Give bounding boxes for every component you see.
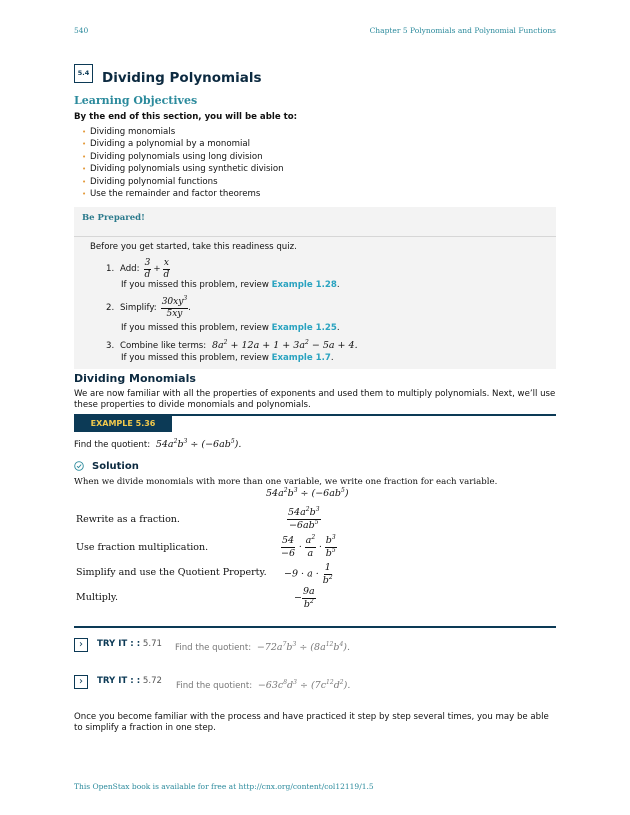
quiz-item-label: Combine like terms: <box>120 341 207 351</box>
math-expression: $\frac{30xy^3}{5xy}$ <box>161 294 188 319</box>
be-prepared-divider <box>74 236 556 237</box>
math-expression: $8a^2 + 12a + 1 + 3a^2 - 5a + 4$. <box>208 338 358 351</box>
section-number: 5.4 <box>77 69 90 77</box>
be-prepared-intro: Before you get started, take this readiness quiz. <box>90 242 297 252</box>
chevron-right-icon[interactable]: › <box>74 638 88 652</box>
try-it-label: TRY IT : : <box>97 676 141 686</box>
quiz-item-label: Simplify: <box>120 303 157 313</box>
page-number: 540 <box>74 26 89 35</box>
learning-objectives-heading: Learning Objectives <box>74 94 198 107</box>
step-label-2: Use fraction multiplication. <box>76 542 209 553</box>
try-it-prompt: Find the quotient: <box>175 643 252 653</box>
quiz-review-3: If you missed this problem, review Example 1.7. <box>121 353 334 363</box>
list-item: • Use the remainder and factor theorems <box>74 188 284 200</box>
be-prepared-box <box>74 207 556 369</box>
chapter-title: Chapter 5 Polynomials and Polynomial Functions <box>369 26 556 35</box>
dividing-monomials-paragraph: We are now familiar with all the properties of exponents and used them to multiply polynomials. Next, we’ll use these properties to divide monomials and polynomials. <box>74 389 556 410</box>
try-it-number: 5.72 <box>142 676 163 686</box>
math-expression: $\frac{3}{d}$ <box>144 257 151 280</box>
closing-paragraph: Once you become familiar with the process and have practiced it step by step several times, you may be able to simplify a fraction in one step. <box>74 712 549 733</box>
math-expression: $\frac{x}{d}$ <box>163 257 170 280</box>
footer-note: This OpenStax book is available for free at http://cnx.org/content/col12119/1.5 <box>74 782 374 791</box>
solution-expression-top: $54a^2b^3 \div (-6ab^5)$ <box>266 486 349 499</box>
list-item: • Dividing polynomials using long division <box>74 151 284 163</box>
list-item: • Dividing a polynomial by a monomial <box>74 138 284 150</box>
quiz-item-label: Add: <box>120 264 140 274</box>
solution-intro: When we divide monomials with more than one variable, we write one fraction for each variable. <box>74 477 498 487</box>
example-link[interactable]: Example 1.25 <box>271 323 337 333</box>
dividing-monomials-heading: Dividing Monomials <box>74 372 196 385</box>
example-link[interactable]: Example 1.7 <box>271 353 331 363</box>
quiz-item-number: 2. <box>106 303 115 313</box>
quiz-item-1: 1. Add: $\frac{3}{d}$ + $\frac{x}{d}$ <box>106 257 170 280</box>
learning-objectives-intro: By the end of this section, you will be able to: <box>74 112 298 122</box>
math-expression: $-63c^8d^3 \div (7c^{12}d^2)$. <box>254 678 351 691</box>
try-it-number: 5.71 <box>142 639 163 649</box>
example-rule-bottom <box>74 626 556 628</box>
try-it-prompt: Find the quotient: <box>176 681 253 691</box>
check-circle-icon <box>74 461 84 471</box>
step-expression-3: −9 · a · $\frac{1}{b^2}$ <box>284 562 333 586</box>
try-it-row <box>74 675 556 691</box>
quiz-review-1: If you missed this problem, review Example 1.28. <box>121 280 340 290</box>
math-expression: $-72a^7b^3 \div (8a^{12}b^4)$. <box>253 640 351 653</box>
step-label-3: Simplify and use the Quotient Property. <box>76 567 267 578</box>
step-expression-4: − $\frac{9a}{b^2}$ <box>294 586 315 610</box>
quiz-item-3 <box>106 340 358 351</box>
list-item: • Dividing polynomials using synthetic division <box>74 163 284 175</box>
list-item: • Dividing monomials <box>74 126 284 138</box>
solution-title: Solution <box>92 461 139 472</box>
example-link[interactable]: Example 1.28 <box>271 280 337 290</box>
step-label-4: Multiply. <box>76 592 118 603</box>
chevron-right-icon[interactable]: › <box>74 675 88 689</box>
quiz-item-number: 3. <box>106 341 115 351</box>
step-expression-1: $\frac{54a^2b^3}{-6ab^5}$ <box>288 505 320 531</box>
step-label-1: Rewrite as a fraction. <box>76 514 180 525</box>
step-expression-2: $\frac{54}{-6}$ · $\frac{a^2}{a}$ · $\frac{b^3}{b^5}$ <box>281 533 336 559</box>
try-it-label: TRY IT : : <box>97 639 141 649</box>
example-label: EXAMPLE 5.36 <box>74 416 172 432</box>
section-number-box <box>74 64 93 83</box>
learning-objectives-list <box>74 126 284 200</box>
be-prepared-title: Be Prepared! <box>82 213 145 223</box>
section-title: Dividing Polynomials <box>102 70 262 86</box>
math-expression: $54a^2b^3 \div (-6ab^5)$. <box>152 437 242 450</box>
example-prompt: Find the quotient: $54a^2b^3 \div (-6ab^5)$. <box>74 437 242 450</box>
list-item: • Dividing polynomial functions <box>74 176 284 188</box>
try-it-row <box>74 638 556 654</box>
quiz-item-2: 2. Simplify: $\frac{30xy^3}{5xy}$ . <box>106 294 191 319</box>
quiz-item-number: 1. <box>106 264 115 274</box>
quiz-review-2: If you missed this problem, review Example 1.25. <box>121 323 340 333</box>
